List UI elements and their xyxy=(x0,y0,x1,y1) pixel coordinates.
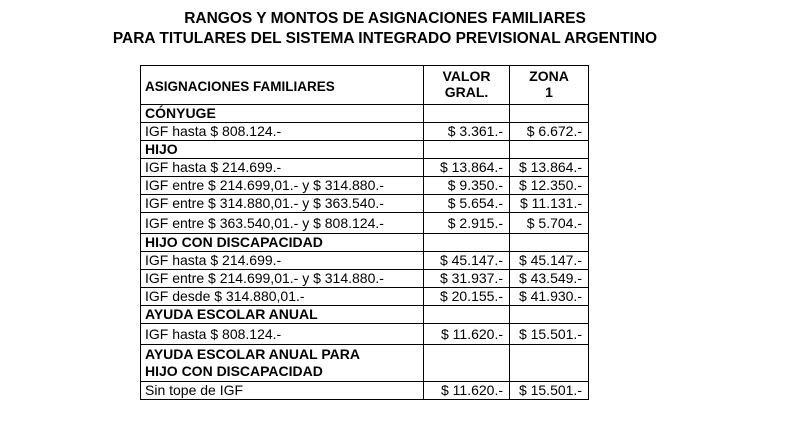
section-hijo: HIJO xyxy=(141,141,424,159)
table-row xyxy=(141,177,589,195)
table-row xyxy=(141,195,589,213)
header-valor-line2: GRAL. xyxy=(444,84,489,100)
header-valor-gral xyxy=(424,66,510,105)
section-row xyxy=(141,306,589,324)
table-row xyxy=(141,324,589,345)
row-zona-1: $ 41.930.- xyxy=(510,288,589,306)
row-zona-1: $ 5.704.- xyxy=(510,213,589,234)
title-line-2: PARA TITULARES DEL SISTEMA INTEGRADO PREVISIONAL ARGENTINO xyxy=(112,30,658,47)
header-zona-line2: 1 xyxy=(545,84,553,100)
table-row xyxy=(141,382,589,400)
row-zona-1: $ 15.501.- xyxy=(510,382,589,400)
empty-cell xyxy=(424,345,510,382)
table-row xyxy=(141,252,589,270)
row-label: IGF hasta $ 808.124.- xyxy=(141,324,424,345)
empty-cell xyxy=(424,306,510,324)
table-header-row xyxy=(141,66,589,105)
empty-cell xyxy=(510,141,589,159)
row-label: Sin tope de IGF xyxy=(141,382,424,400)
row-zona-1: $ 12.350.- xyxy=(510,177,589,195)
row-valor-gral: $ 11.620.- xyxy=(424,382,510,400)
row-valor-gral: $ 31.937.- xyxy=(424,270,510,288)
section-row xyxy=(141,105,589,123)
header-asignaciones: ASIGNACIONES FAMILIARES xyxy=(141,66,424,105)
header-zona-line1: ZONA xyxy=(529,68,569,84)
row-label: IGF desde $ 314.880,01.- xyxy=(141,288,424,306)
section-conyuge: CÓNYUGE xyxy=(141,105,424,123)
row-label: IGF entre $ 214.699,01.- y $ 314.880.- xyxy=(141,177,424,195)
empty-cell xyxy=(510,306,589,324)
empty-cell xyxy=(510,345,589,382)
section-row xyxy=(141,345,589,382)
section-line1: AYUDA ESCOLAR ANUAL PARA xyxy=(145,346,360,362)
section-row xyxy=(141,141,589,159)
table-row xyxy=(141,270,589,288)
header-zona-1 xyxy=(510,66,589,105)
empty-cell xyxy=(510,105,589,123)
section-hijo-con-discapacidad: HIJO CON DISCAPACIDAD xyxy=(141,234,424,252)
allowances-table xyxy=(140,65,589,400)
table-row xyxy=(141,288,589,306)
row-valor-gral: $ 20.155.- xyxy=(424,288,510,306)
row-valor-gral: $ 3.361.- xyxy=(424,123,510,141)
row-label: IGF entre $ 363.540,01.- y $ 808.124.- xyxy=(141,213,424,234)
section-line2: HIJO CON DISCAPACIDAD xyxy=(145,363,323,379)
row-zona-1: $ 13.864.- xyxy=(510,159,589,177)
row-label: IGF hasta $ 214.699.- xyxy=(141,252,424,270)
header-valor-line1: VALOR xyxy=(442,68,491,84)
empty-cell xyxy=(424,234,510,252)
row-label: IGF entre $ 214.699,01.- y $ 314.880.- xyxy=(141,270,424,288)
table-row xyxy=(141,159,589,177)
empty-cell xyxy=(510,234,589,252)
row-valor-gral: $ 13.864.- xyxy=(424,159,510,177)
row-valor-gral: $ 2.915.- xyxy=(424,213,510,234)
table-row xyxy=(141,123,589,141)
row-label: IGF hasta $ 808.124.- xyxy=(141,123,424,141)
row-label: IGF entre $ 314.880,01.- y $ 363.540.- xyxy=(141,195,424,213)
row-label: IGF hasta $ 214.699.- xyxy=(141,159,424,177)
row-zona-1: $ 43.549.- xyxy=(510,270,589,288)
row-zona-1: $ 11.131.- xyxy=(510,195,589,213)
row-valor-gral: $ 11.620.- xyxy=(424,324,510,345)
row-valor-gral: $ 45.147.- xyxy=(424,252,510,270)
row-zona-1: $ 6.672.- xyxy=(510,123,589,141)
empty-cell xyxy=(424,105,510,123)
row-valor-gral: $ 5.654.- xyxy=(424,195,510,213)
row-zona-1: $ 15.501.- xyxy=(510,324,589,345)
row-valor-gral: $ 9.350.- xyxy=(424,177,510,195)
row-zona-1: $ 45.147.- xyxy=(510,252,589,270)
title-line-1: RANGOS Y MONTOS DE ASIGNACIONES FAMILIARES xyxy=(184,10,586,27)
table-row xyxy=(141,213,589,234)
section-ayuda-escolar-discapacidad xyxy=(141,345,424,382)
section-ayuda-escolar: AYUDA ESCOLAR ANUAL xyxy=(141,306,424,324)
empty-cell xyxy=(424,141,510,159)
section-row xyxy=(141,234,589,252)
